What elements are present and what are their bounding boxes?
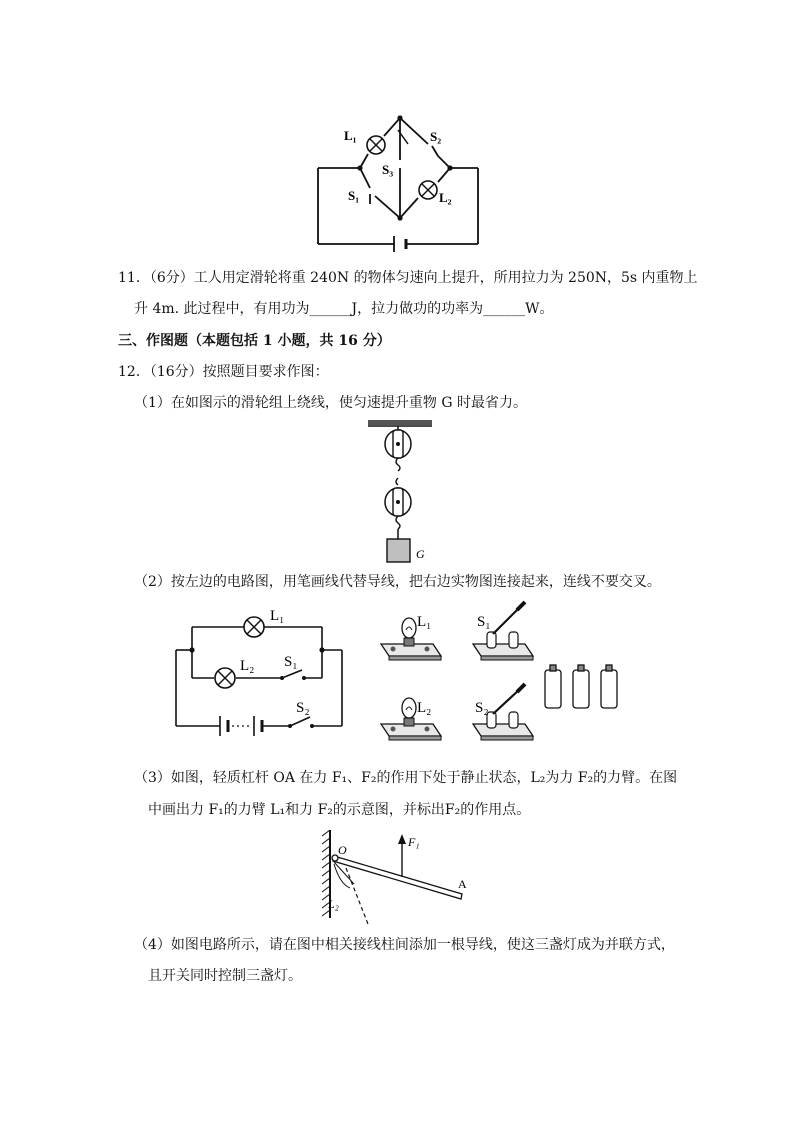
bridge-label-l2: L₂ xyxy=(439,190,452,205)
q12-part4-line1: （4）如图电路所示，请在图中相关接线柱间添加一根导线，使这三盏灯成为并联方式， xyxy=(134,937,675,953)
diagram-label-l2: L₂ xyxy=(240,658,255,674)
bridge-label-s3: S₃ xyxy=(382,162,394,177)
lever-label-a: A xyxy=(458,877,467,891)
lever-label-o: O xyxy=(338,843,347,857)
physical-label-l2: L₂ xyxy=(417,700,432,716)
bridge-label-s1: S₁ xyxy=(348,188,360,203)
circuit-diagram-figure xyxy=(170,602,352,742)
diagram-label-l1: L₁ xyxy=(270,608,285,624)
lever-label-f1: F₁ xyxy=(408,835,420,849)
q12-intro: 12．（16分）按照题目要求作图： xyxy=(118,364,329,380)
lever-figure xyxy=(316,826,476,928)
lamp-l2-holder xyxy=(381,698,441,740)
q12-part3-line2: 中画出力 F₁的力臂 L₁和力 F₂的示意图，并标出F₂的作用点。 xyxy=(148,802,531,818)
lever-label-l2: L₂ xyxy=(328,897,339,911)
q12-part1: （1）在如图示的滑轮组上绕线，使匀速提升重物 G 时最省力。 xyxy=(134,395,527,411)
pulley-figure xyxy=(360,418,440,566)
diagram-label-s2: S₂ xyxy=(296,700,310,716)
physical-label-l1: L₁ xyxy=(417,614,432,630)
bridge-label-s2: S₂ xyxy=(430,129,442,144)
q11-line2: 升 4m. 此过程中，有用功为______J，拉力做功的功率为______W。 xyxy=(134,301,554,317)
physical-label-s1: S₁ xyxy=(477,614,491,630)
physical-components-figure xyxy=(375,600,635,755)
diagram-label-s1: S₁ xyxy=(284,654,298,670)
q12-part3-line1: （3）如图，轻质杠杆 OA 在力 F₁、F₂的作用下处于静止状态，L₂为力 F₂的力臂。在图 xyxy=(134,770,678,786)
battery-cells xyxy=(545,665,617,708)
switch-s1 xyxy=(473,602,533,660)
section3-heading: 三、作图题（本题包括 1 小题，共 16 分） xyxy=(118,333,391,349)
physical-label-s2: S₂ xyxy=(475,700,489,716)
pulley-label-g: G xyxy=(416,547,425,561)
lamp-l1-holder xyxy=(381,618,441,660)
q12-part4-line2: 且开关同时控制三盏灯。 xyxy=(148,968,302,984)
bridge-label-l1: L₁ xyxy=(344,128,357,143)
bridge-circuit-figure xyxy=(310,108,485,253)
q11-line1: 11．（6分）工人用定滑轮将重 240N 的物体匀速向上提升，所用拉力为 250N，5s 内重物上 xyxy=(118,270,698,286)
q12-part2: （2）按左边的电路图，用笔画线代替导线，把右边实物图连接起来，连线不要交叉。 xyxy=(134,574,661,590)
